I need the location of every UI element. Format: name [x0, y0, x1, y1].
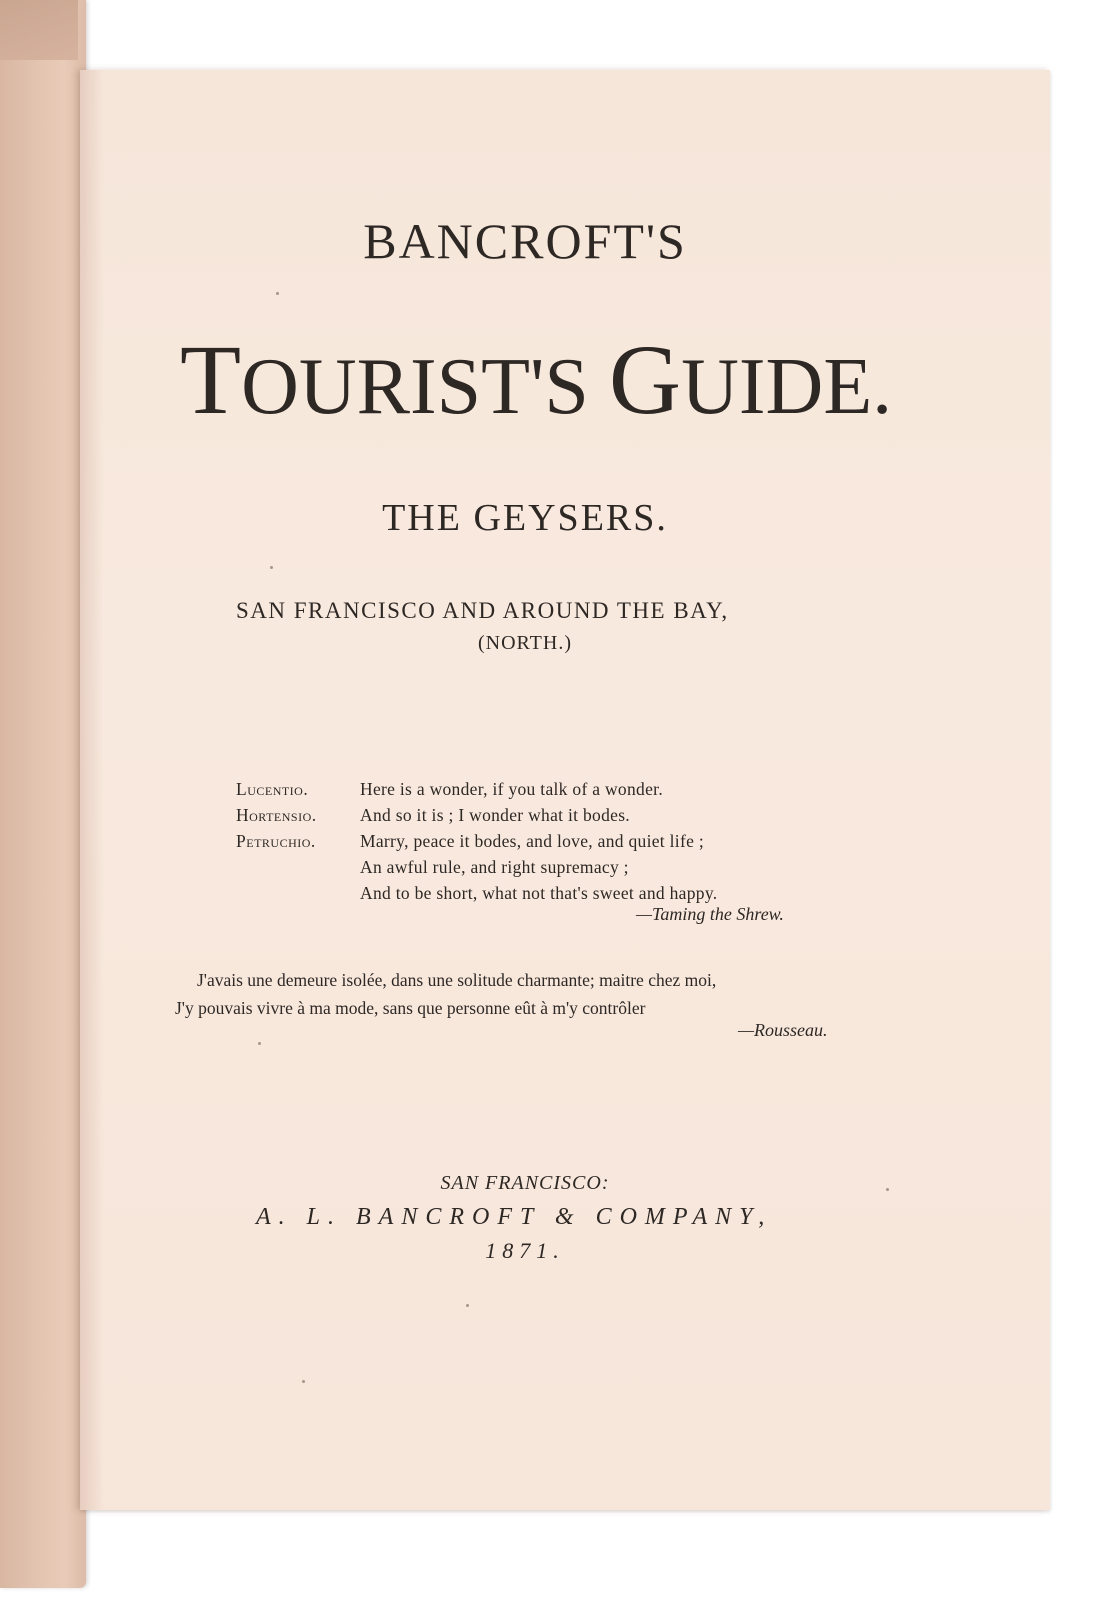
quote-row — [236, 802, 717, 828]
imprint-publisher: A. L. BANCROFT & COMPANY, — [256, 1204, 773, 1230]
quote-row — [236, 854, 717, 880]
quote-line: An awful rule, and right supremacy ; — [360, 857, 629, 877]
main-title-initial-1: T — [180, 324, 242, 435]
main-title — [180, 324, 893, 437]
rousseau-attribution: —Rousseau. — [738, 1020, 828, 1040]
main-title-rest-1: OURIST'S — [241, 343, 609, 431]
quote-line: Marry, peace it bodes, and love, and quiet life ; — [360, 831, 705, 851]
quote-row — [236, 828, 717, 854]
page-gutter-shadow — [80, 70, 104, 1510]
quote-line: Here is a wonder, if you talk of a wonder. — [360, 779, 663, 799]
imprint-city: SAN FRANCISCO: — [440, 1172, 610, 1194]
book-cover-corner — [0, 0, 78, 60]
quote-row — [236, 776, 717, 802]
imprint-year: 1871. — [485, 1238, 565, 1263]
rousseau-line-2: J'y pouvais vivre à ma mode, sans que personne eût à m'y contrôler — [175, 998, 646, 1018]
quote-speaker: Petruchio. — [236, 831, 316, 851]
quote-speaker: Lucentio. — [236, 779, 309, 799]
quote-speaker — [236, 880, 360, 906]
region-label: (NORTH.) — [477, 632, 572, 654]
publisher-name-heading: BANCROFT'S — [363, 213, 687, 269]
quote-speaker — [236, 854, 360, 880]
quote-line: And to be short, what not that's sweet and happy. — [360, 883, 718, 903]
subtitle: THE GEYSERS. — [382, 497, 668, 539]
quote-speaker: Hortensio. — [236, 805, 317, 825]
quote-line: And so it is ; I wonder what it bodes. — [360, 805, 630, 825]
rousseau-quote — [175, 966, 716, 1022]
shakespeare-attribution: —Taming the Shrew. — [636, 904, 784, 924]
quote-row — [236, 880, 717, 906]
shakespeare-quote — [236, 776, 717, 906]
rousseau-line-1: J'avais une demeure isolée, dans une solitude charmante; maitre chez moi, — [197, 970, 717, 990]
main-title-initial-2: G — [608, 324, 682, 435]
sub-subtitle: SAN FRANCISCO AND AROUND THE BAY, — [236, 598, 729, 623]
main-title-rest-2: UIDE. — [681, 343, 893, 431]
